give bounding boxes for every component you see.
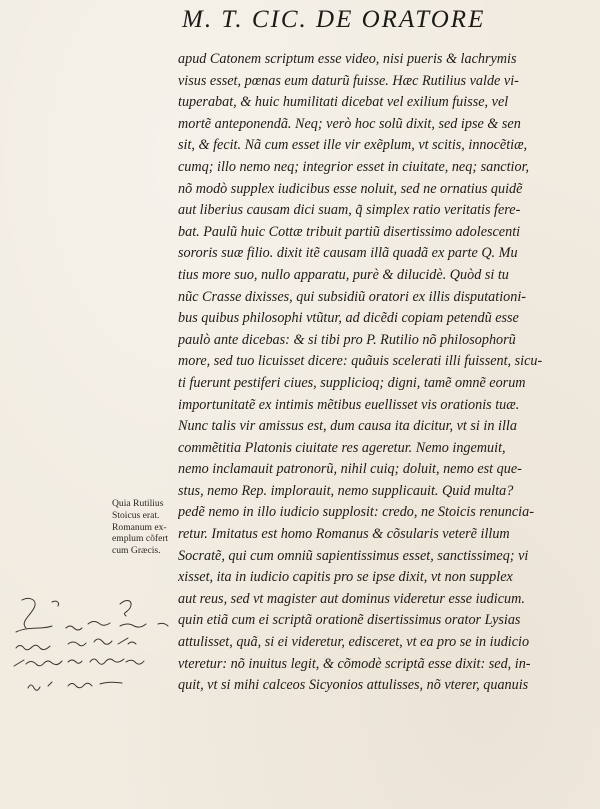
text-line: apud Catonem scriptum esse video, nisi pueris & lachrymis [178,51,517,67]
margin-note [112,498,180,557]
text-line: nemo inclamauit patronorũ, nihil cuiq; doluit, nemo est que- [178,461,522,478]
text-line: aut reus, sed vt magister aut dominus videretur esse iudicum. [178,590,525,607]
text-line: nũc Crasse dixisses, qui subsidiũ oratori ex illis disputationi- [178,288,526,305]
margin-note-line: Stoicus erat. [112,509,160,521]
text-line: sororis suæ filio. dixit itẽ causam illã quadã ex parte Q. Mu [178,245,518,262]
text-line: tius more suo, nullo apparatu, purè & dilucidè. Quòd si tu [178,266,509,283]
text-line: stus, nemo Rep. implorauit, nemo supplicauit. Quid multa? [178,482,514,499]
text-line: bat. Paulũ huic Cottæ tribuit partiũ disertissimo adolescenti [178,223,521,240]
text-line: cumq; illo nemo neq; integrior esset in ciuitate, neq; sanctior, [178,158,530,175]
text-line: quin etiã cum ei scriptã orationẽ disertissimus orator Lysias [178,612,521,629]
text-line: paulò ante dicebas: & si tibi pro P. Rutilio nõ philosophorũ [178,331,516,348]
text-line: xisset, ita in iudicio capitis pro se ipse dixit, vt non supplex [178,569,513,586]
text-line: sit, & fecit. Nã cum esset ille vir exẽplum, vt scitis, innocẽtiæ, [178,137,528,154]
text-line: retur. Imitatus est homo Romanus & cõsularis veterẽ illum [178,526,510,543]
text-line: quit, vt si mihi calceos Sicyonios attulisses, nõ vterer, quanuis [178,677,529,694]
text-line: visus esset, pœnas eum daturũ fuisse. Hæc Rutilius valde vi- [178,72,519,89]
text-line: Nunc talis vir amissus est, dum causa ita dicitur, vt si in illa [178,418,517,435]
text-line: bus quibus philosophi vtũtur, ad dicẽdi copiam petendũ esse [178,310,519,327]
text-line: aut liberius causam dici suam, q̃ simplex ratio veritatis fere- [178,202,521,219]
text-line: importunitatẽ ex intimis mẽtibus euellisset vis orationis tuæ. [178,396,520,413]
text-line: tuperabat, & huic humilitati dicebat vel exilium fuisse, vel [178,94,509,111]
margin-note-line: cum Græcis. [112,545,161,557]
text-line: ti fuerunt pestiferi ciues, supplicioq; digni, tamẽ omnẽ eorum [178,374,526,391]
text-line: Socratẽ, qui cum omniũ sapientissimus esset, sanctissimeq; vi [178,547,529,564]
text-line: nõ modò supplex iudicibus esse noluit, sed ne ornatius quidẽ [178,180,523,197]
handwritten-annotation [8,592,178,702]
text-line: commẽtitia Platonis ciuitate res ageretur. Nemo ingemuit, [178,439,506,456]
margin-note-line: emplum cõfert [112,533,169,545]
text-line: attulisset, quã, si ei videretur, edisceret, vt ea pro se in iudicio [178,634,530,651]
margin-note-line: Quia Rutilius [112,498,164,509]
text-line: mortẽ anteponendã. Neq; verò hoc solũ dixit, sed ipse & sen [178,115,521,132]
text-line: more, sed tuo licuisset dicere: quãuis scelerati illi fuissent, sicu- [178,353,543,370]
text-line: vteretur: nõ inuitus legit, & cõmodè scriptã esse dixit: sed, in- [178,655,531,672]
text-line: pedẽ nemo in illo iudicio supplosit: credo, ne Stoicis renuncia- [178,504,534,521]
margin-note-line: Romanum ex- [112,521,167,533]
running-head: M. T. CIC. DE ORATORE [182,6,486,33]
body-text [178,49,570,697]
